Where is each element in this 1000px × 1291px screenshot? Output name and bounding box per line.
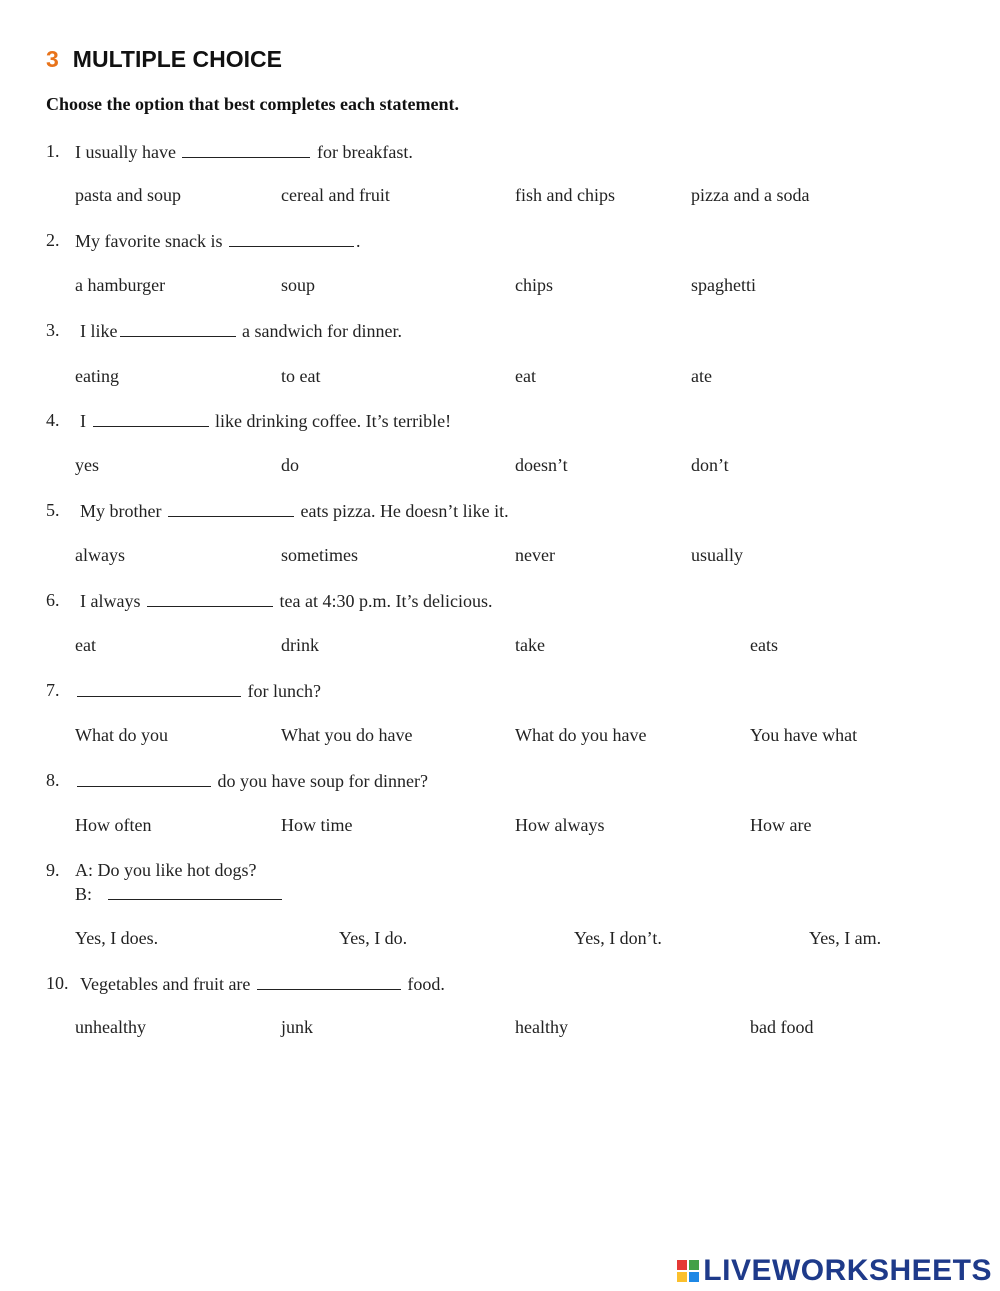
option-8c[interactable]: How always <box>515 815 605 835</box>
option-3a[interactable]: eating <box>75 366 119 386</box>
option-2a[interactable]: a hamburger <box>75 275 166 295</box>
option-2d[interactable]: spaghetti <box>691 275 756 295</box>
answer-blank[interactable] <box>77 680 241 697</box>
option-7a[interactable]: What do you <box>75 725 168 745</box>
logo-text: LIVEWORKSHEETS <box>703 1254 992 1287</box>
option-1b[interactable]: cereal and fruit <box>281 185 390 205</box>
option-5d[interactable]: usually <box>691 545 743 565</box>
dialogue-line-a: A: Do you like hot dogs? <box>75 860 257 880</box>
answer-blank[interactable] <box>168 500 294 517</box>
option-5a[interactable]: always <box>75 545 125 565</box>
answer-blank[interactable] <box>182 141 310 158</box>
question-text-before: I <box>80 411 86 431</box>
question-number: 6. <box>46 590 60 610</box>
logo-blocks-icon <box>677 1260 699 1282</box>
option-1d[interactable]: pizza and a soda <box>691 185 810 205</box>
option-8d[interactable]: How are <box>750 815 812 835</box>
question-number: 2. <box>46 230 60 250</box>
answer-blank[interactable] <box>93 410 209 427</box>
answer-blank[interactable] <box>257 973 401 990</box>
option-7b[interactable]: What you do have <box>281 725 413 745</box>
question-number: 1. <box>46 141 60 161</box>
option-4a[interactable]: yes <box>75 455 99 475</box>
question-text-after: eats pizza. He doesn’t like it. <box>300 501 509 521</box>
option-9d[interactable]: Yes, I am. <box>809 928 882 948</box>
answer-blank[interactable] <box>108 883 282 900</box>
option-9b[interactable]: Yes, I do. <box>339 928 408 948</box>
option-7c[interactable]: What do you have <box>515 725 647 745</box>
option-10b[interactable]: junk <box>281 1017 314 1037</box>
question-number: 3. <box>46 320 60 340</box>
option-8b[interactable]: How time <box>281 815 353 835</box>
option-2b[interactable]: soup <box>281 275 316 295</box>
answer-blank[interactable] <box>120 320 236 337</box>
question-text-before: My favorite snack is <box>75 231 223 251</box>
option-9c[interactable]: Yes, I don’t. <box>574 928 662 948</box>
option-7d[interactable]: You have what <box>750 725 858 745</box>
option-8a[interactable]: How often <box>75 815 152 835</box>
question-text-before: I usually have <box>75 142 176 162</box>
answer-blank[interactable] <box>229 230 354 247</box>
option-2c[interactable]: chips <box>515 275 553 295</box>
question-text-after: for lunch? <box>247 681 321 701</box>
option-3d[interactable]: ate <box>691 366 712 386</box>
question-number: 8. <box>46 770 60 790</box>
question-text-after: like drinking coffee. It’s terrible! <box>215 411 452 431</box>
section-title: MULTIPLE CHOICE <box>72 46 282 72</box>
question-text-after: for breakfast. <box>316 142 413 162</box>
option-6c[interactable]: take <box>515 635 545 655</box>
option-5b[interactable]: sometimes <box>281 545 358 565</box>
option-6d[interactable]: eats <box>750 635 778 655</box>
dialogue-line-b <box>75 883 284 905</box>
question-number: 4. <box>46 410 60 430</box>
instructions: Choose the option that best completes each statement. <box>46 94 459 114</box>
answer-blank[interactable] <box>77 770 211 787</box>
question-text-after: food. <box>407 974 445 994</box>
question-text-after: tea at 4:30 p.m. It’s delicious. <box>279 591 493 611</box>
option-4b[interactable]: do <box>281 455 299 475</box>
question-number: 9. <box>46 860 60 880</box>
dialogue-speaker-b: B: <box>75 884 93 904</box>
question-text-before: I always <box>80 591 141 611</box>
option-1c[interactable]: fish and chips <box>515 185 615 205</box>
question-number: 7. <box>46 680 60 700</box>
option-10a[interactable]: unhealthy <box>75 1017 146 1037</box>
liveworksheets-logo <box>677 1254 992 1288</box>
option-9a[interactable]: Yes, I does. <box>75 928 159 948</box>
answer-blank[interactable] <box>147 590 273 607</box>
option-10d[interactable]: bad food <box>750 1017 814 1037</box>
option-5c[interactable]: never <box>515 545 555 565</box>
option-4d[interactable]: don’t <box>691 455 729 475</box>
option-10c[interactable]: healthy <box>515 1017 568 1037</box>
question-number: 5. <box>46 500 60 520</box>
option-6b[interactable]: drink <box>281 635 319 655</box>
question-text-after: . <box>355 231 361 251</box>
question-text-before: Vegetables and fruit are <box>80 974 251 994</box>
question-number: 10. <box>46 973 69 993</box>
question-text-before: I like <box>80 321 118 341</box>
question-text-before: My brother <box>80 501 162 521</box>
option-3b[interactable]: to eat <box>281 366 321 386</box>
option-4c[interactable]: doesn’t <box>515 455 568 475</box>
option-1a[interactable]: pasta and soup <box>75 185 181 205</box>
option-3c[interactable]: eat <box>515 366 536 386</box>
section-heading <box>46 46 282 73</box>
question-text-after: a sandwich for dinner. <box>242 321 402 341</box>
question-text-after: do you have soup for dinner? <box>217 771 428 791</box>
section-number: 3 <box>46 46 59 72</box>
option-6a[interactable]: eat <box>75 635 96 655</box>
